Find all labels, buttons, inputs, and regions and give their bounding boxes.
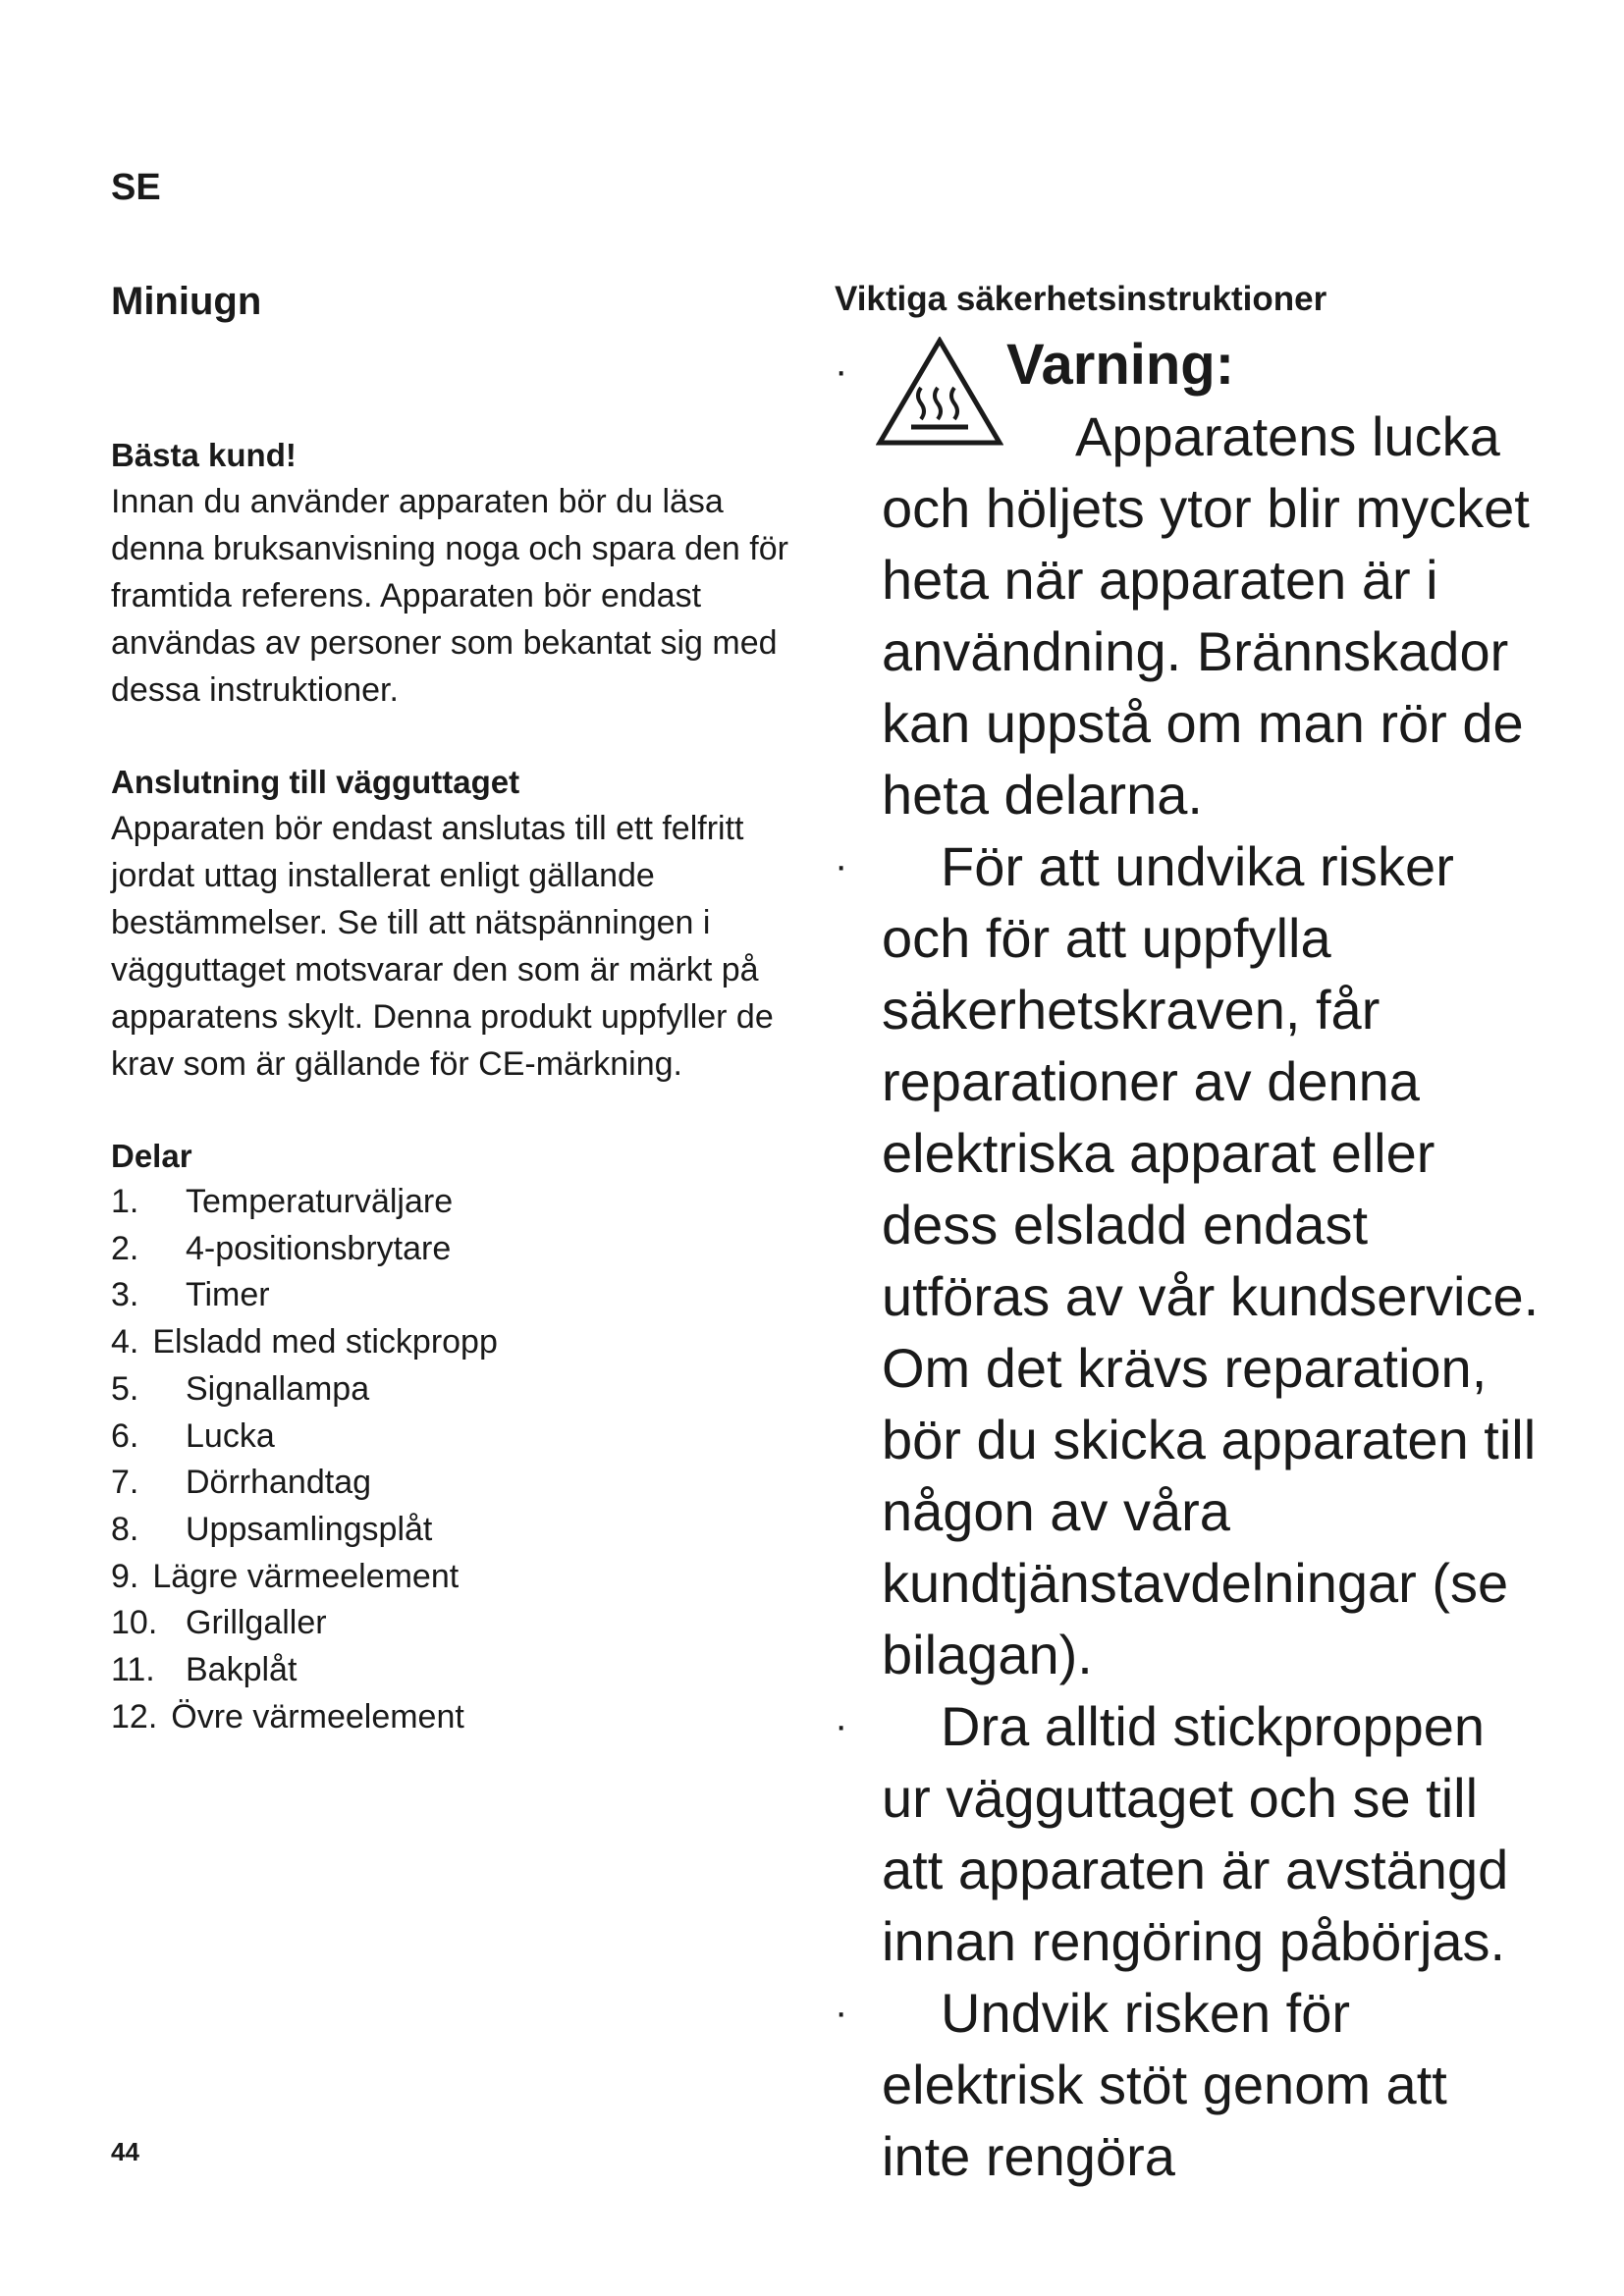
list-item	[111, 1694, 798, 1741]
bullet-text: och höljets ytor blir mycket heta när apparaten är i användning. Brännskador kan uppstå om man rör de heta delarna.	[882, 477, 1530, 826]
warning-label: Varning:	[1006, 333, 1235, 397]
list-item-label: Timer	[186, 1276, 270, 1314]
list-item-label: Bakplåt	[186, 1651, 298, 1689]
list-item	[111, 1554, 798, 1601]
list-item-number: 10.	[111, 1604, 158, 1642]
list-item-label: Temperaturväljare	[186, 1183, 454, 1220]
connection-text: Apparaten bör endast anslutas till ett felfritt jordat uttag installerat enligt gällande bestämmelser. Se till att nätspänningen i vägguttaget motsvarar den som är märkt på apparatens skylt. Denna produkt uppfyller de krav som är gällande för CE-märkning.	[111, 810, 774, 1083]
connection-section	[111, 759, 798, 1088]
connection-heading: Anslutning till vägguttaget	[111, 764, 520, 800]
list-item-label: 4-positionsbrytare	[186, 1229, 452, 1267]
list-item-label: Elsladd med stickpropp	[152, 1323, 498, 1362]
list-item-number: 5.	[111, 1369, 139, 1408]
safety-bullet	[835, 830, 1542, 1690]
list-item	[111, 1319, 798, 1366]
parts-heading: Delar	[111, 1138, 192, 1174]
list-item	[111, 1366, 798, 1414]
list-item	[111, 1600, 798, 1647]
list-item-label: Uppsamlingsplåt	[186, 1510, 433, 1548]
bullet-dot: ·	[835, 349, 848, 393]
bullet-text: Undvik risken för elektrisk stöt genom att inte rengöra	[882, 1982, 1447, 2187]
list-item	[111, 1414, 798, 1461]
bullet-first-line: Apparatens lucka	[1075, 405, 1500, 467]
list-item-number: 12.	[111, 1697, 158, 1735]
page-number: 44	[111, 2137, 139, 2166]
list-item	[111, 1272, 798, 1319]
list-item-number: 11.	[111, 1651, 155, 1689]
greeting-section	[111, 432, 798, 714]
warning-lead	[835, 329, 1542, 472]
bullet-text: För att undvika risker och för att uppfylla säkerhetskraven, får reparationer av denna elektriska apparat eller dess elsladd endast utföras av vår kundservice. Om det krävs reparation, bör du skicka apparaten till någon av våra kundtjänstavdelningar (se bilagan).	[882, 835, 1540, 1685]
list-item-label: Grillgaller	[186, 1604, 327, 1642]
list-item-label: Lucka	[186, 1416, 275, 1455]
list-item-label: Övre värmeelement	[171, 1697, 464, 1735]
safety-bullet	[835, 1977, 1542, 2192]
list-item-number: 3.	[111, 1276, 139, 1314]
safety-bullet	[835, 329, 1542, 830]
list-item-number: 8.	[111, 1510, 139, 1548]
list-item	[111, 1179, 798, 1226]
list-item	[111, 1460, 798, 1507]
bullet-dot: ·	[835, 1991, 848, 2034]
safety-heading: Viktiga säkerhetsinstruktioner	[835, 280, 1327, 318]
bullet-dot: ·	[835, 844, 848, 887]
list-item	[111, 1226, 798, 1273]
greeting-text: Innan du använder apparaten bör du läsa denna bruksanvisning noga och spara den för framtida referens. Apparaten bör endast användas av personer som bekantat sig med dessa instruktioner.	[111, 483, 788, 709]
list-item-number: 4.	[111, 1323, 139, 1362]
list-item-number: 9.	[111, 1557, 139, 1595]
document-title: Miniugn	[111, 280, 262, 323]
hot-surface-icon	[876, 337, 1003, 447]
safety-bullet	[835, 1690, 1542, 1977]
list-item-label: Lägre värmeelement	[152, 1557, 460, 1595]
list-item-number: 6.	[111, 1416, 139, 1455]
list-item-number: 1.	[111, 1183, 139, 1220]
list-item-label: Dörrhandtag	[186, 1464, 372, 1502]
list-item	[111, 1507, 798, 1554]
parts-list	[111, 1179, 798, 1740]
list-item-label: Signallampa	[186, 1369, 370, 1408]
right-column	[835, 280, 1542, 2192]
left-column	[111, 280, 798, 1786]
bullet-dot: ·	[835, 1704, 848, 1747]
list-item-number: 7.	[111, 1464, 139, 1502]
bullet-text: Dra alltid stickproppen ur vägguttaget och se till att apparaten är avstängd innan rengöring påbörjas.	[882, 1695, 1509, 1972]
list-item-number: 2.	[111, 1229, 139, 1267]
language-code: SE	[111, 167, 161, 208]
parts-section	[111, 1133, 798, 1740]
greeting-heading: Bästa kund!	[111, 437, 297, 473]
list-item	[111, 1647, 798, 1694]
